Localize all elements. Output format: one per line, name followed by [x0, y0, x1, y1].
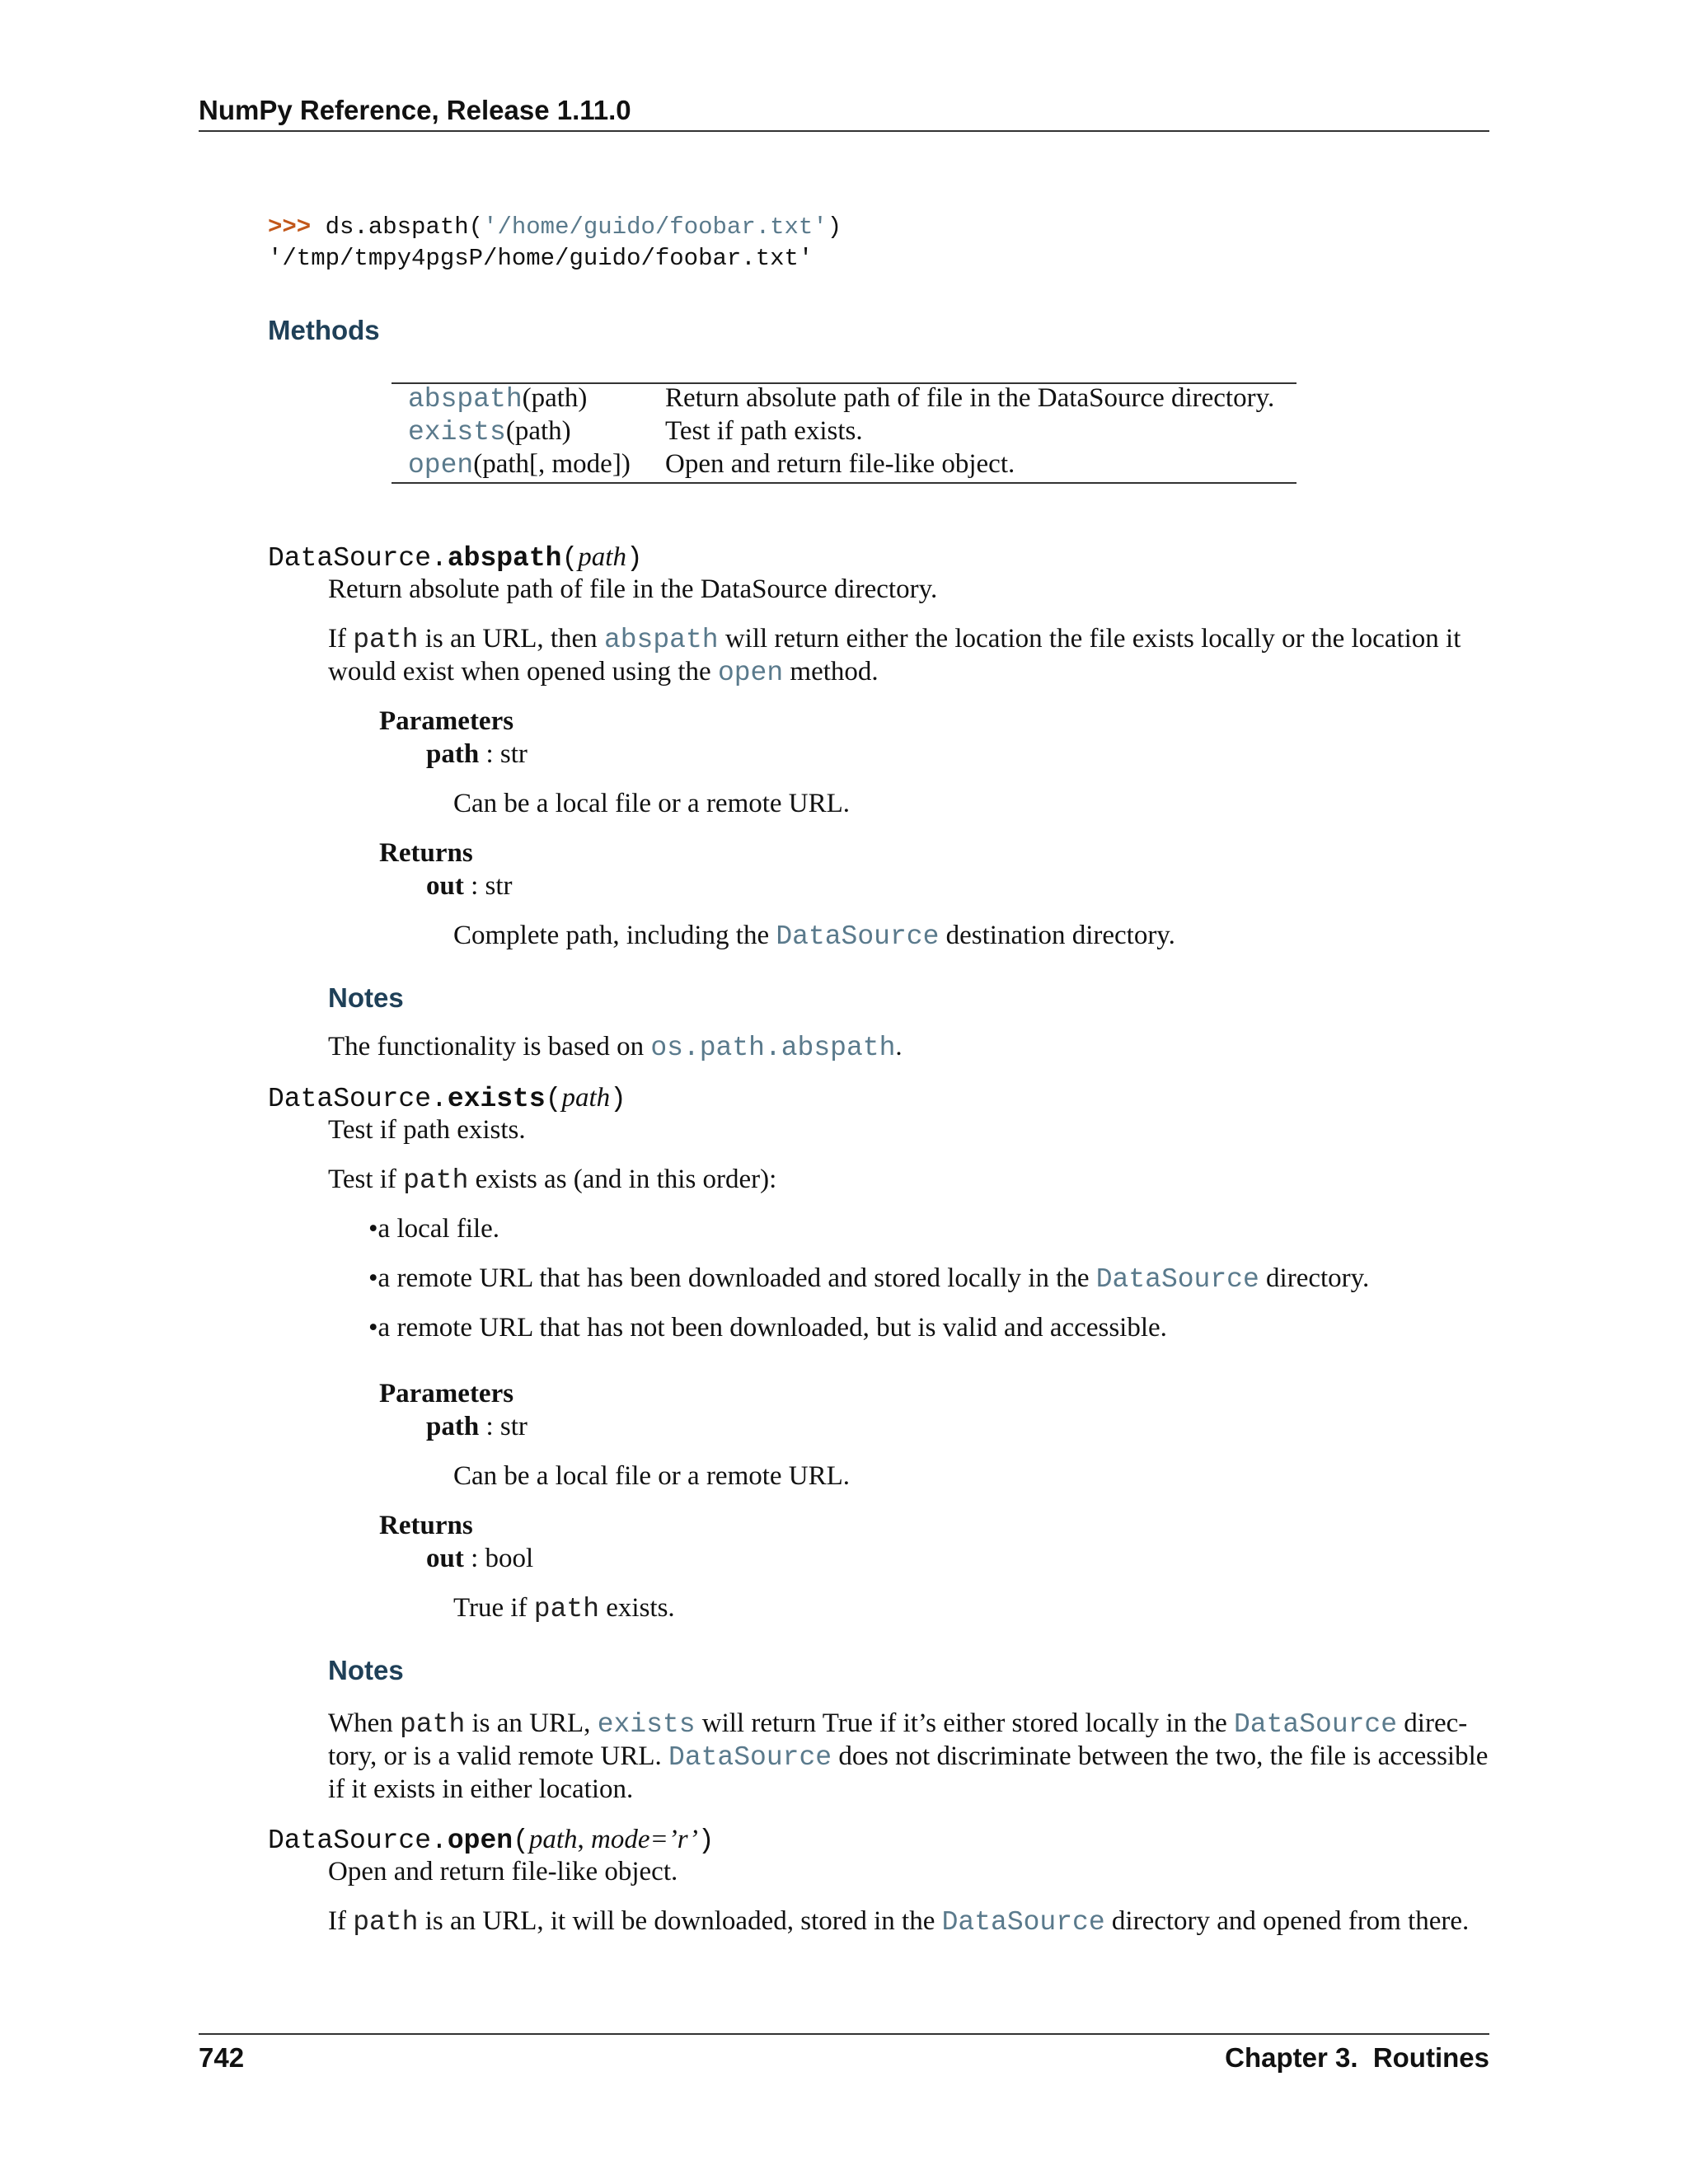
methods-table-row	[408, 416, 571, 448]
text: •a remote URL that has been downloaded and stored locally in the	[368, 1263, 1096, 1293]
exists-notes-heading: Notes	[328, 1655, 404, 1685]
exists-returns-label: Returns	[379, 1511, 473, 1540]
signature-paren: )	[626, 543, 643, 574]
text: does not discriminate between the two, the file is accessible	[832, 1741, 1489, 1771]
text: Test if	[328, 1165, 404, 1194]
exists-notes-line-3: if it exists in either location.	[328, 1774, 634, 1804]
abspath-return-desc	[453, 921, 1175, 952]
text: directory and opened from there.	[1104, 1906, 1470, 1936]
code-prompt: >>>	[268, 213, 312, 241]
chapter-label: Chapter 3. Routines	[1225, 2042, 1489, 2073]
signature-paren: (	[561, 543, 579, 574]
signature-separator: ,	[577, 1825, 592, 1854]
param-type: : str	[479, 1412, 528, 1441]
abspath-parameters-label: Parameters	[379, 706, 514, 736]
abspath-return-out	[426, 871, 513, 902]
exists-return-out	[426, 1544, 533, 1574]
code-call-prefix: ds.abspath(	[325, 213, 484, 241]
signature-class: DataSource.	[268, 1825, 448, 1856]
abspath-returns-label: Returns	[379, 838, 473, 868]
text: True if	[453, 1593, 534, 1623]
abspath-signature	[268, 542, 643, 574]
abspath-notes-text	[328, 1032, 903, 1063]
signature-paren: )	[697, 1825, 715, 1856]
signature-class: DataSource.	[268, 1084, 448, 1114]
signature-method-name: abspath	[447, 543, 562, 574]
exists-param-path	[426, 1412, 528, 1442]
method-args: (path)	[505, 416, 571, 446]
link-datasource[interactable]: DataSource	[1234, 1709, 1398, 1740]
param-name: path	[426, 739, 480, 769]
methods-table-bottom-rule	[392, 482, 1296, 484]
return-name: out	[426, 1544, 464, 1573]
open-signature	[268, 1825, 715, 1856]
abspath-notes-heading: Notes	[328, 982, 404, 1013]
text: directory.	[1259, 1263, 1370, 1293]
code-example-output: '/tmp/tmpy4pgsP/home/guido/foobar.txt'	[268, 245, 814, 272]
method-desc: Test if path exists.	[665, 416, 863, 446]
text: direc-	[1397, 1708, 1468, 1738]
exists-bullet-2	[368, 1263, 1369, 1295]
inline-code: path	[533, 1594, 600, 1624]
exists-signature	[268, 1083, 626, 1114]
signature-param: path	[561, 1083, 611, 1113]
exists-param-desc: Can be a local file or a remote URL.	[453, 1461, 851, 1491]
signature-param: mode=’r’	[591, 1825, 698, 1854]
header-rule	[199, 130, 1489, 132]
method-link-open[interactable]: open	[408, 450, 474, 480]
text: When	[328, 1708, 401, 1738]
abspath-description-line-2	[328, 657, 879, 688]
text: If	[328, 1906, 354, 1936]
signature-paren: (	[513, 1825, 529, 1856]
text: .	[895, 1032, 903, 1062]
link-exists[interactable]: exists	[597, 1709, 696, 1740]
text: will return True if it’s either stored locally in the	[695, 1708, 1234, 1738]
signature-paren: )	[610, 1084, 626, 1114]
exists-bullet-1: •a local file.	[368, 1214, 500, 1244]
code-example-line-1	[268, 213, 842, 241]
exists-notes-line-1	[328, 1708, 1467, 1740]
method-args: (path[, mode])	[473, 449, 631, 479]
method-link-exists[interactable]: exists	[408, 417, 506, 448]
signature-paren: (	[545, 1084, 562, 1114]
link-open[interactable]: open	[717, 658, 784, 688]
link-datasource[interactable]: DataSource	[668, 1742, 832, 1773]
text: tory, or is a valid remote URL.	[328, 1741, 669, 1771]
link-os-path-abspath[interactable]: os.path.abspath	[650, 1033, 896, 1063]
signature-param: path	[578, 542, 626, 572]
param-name: path	[426, 1412, 480, 1441]
signature-class: DataSource.	[268, 543, 448, 574]
exists-bullet-3: •a remote URL that has not been downloaded, but is valid and accessible.	[368, 1313, 1167, 1343]
return-type: : bool	[463, 1544, 534, 1573]
link-abspath[interactable]: abspath	[603, 625, 719, 655]
exists-notes-line-2	[328, 1741, 1488, 1773]
methods-table-row	[408, 449, 631, 480]
signature-method-name: open	[447, 1825, 513, 1856]
exists-parameters-label: Parameters	[379, 1379, 514, 1408]
methods-table-row	[408, 383, 587, 415]
param-type: : str	[479, 739, 528, 769]
method-args: (path)	[522, 383, 588, 413]
inline-code: path	[353, 1907, 419, 1938]
text: destination directory.	[939, 921, 1175, 950]
text: is an URL, then	[418, 624, 604, 654]
abspath-param-desc: Can be a local file or a remote URL.	[453, 789, 851, 818]
code-call-suffix: )	[827, 213, 842, 241]
signature-method-name: exists	[447, 1084, 546, 1114]
abspath-summary: Return absolute path of file in the DataSource directory.	[328, 574, 938, 604]
open-summary: Open and return file-like object.	[328, 1857, 678, 1886]
return-name: out	[426, 871, 464, 901]
text: method.	[783, 657, 879, 687]
signature-param: path	[528, 1825, 578, 1854]
open-description	[328, 1906, 1469, 1938]
abspath-param-path	[426, 739, 528, 770]
text: If	[328, 624, 354, 654]
page-number: 742	[199, 2042, 245, 2073]
code-string-arg: '/home/guido/foobar.txt'	[483, 213, 828, 241]
text: is an URL, it will be downloaded, stored in the	[418, 1906, 942, 1936]
link-datasource[interactable]: DataSource	[941, 1907, 1105, 1938]
inline-code: path	[353, 625, 419, 655]
inline-code: path	[400, 1709, 466, 1740]
method-link-abspath[interactable]: abspath	[408, 384, 523, 415]
footer-rule	[199, 2033, 1489, 2035]
text: exists.	[599, 1593, 675, 1623]
exists-summary: Test if path exists.	[328, 1115, 526, 1145]
text: Complete path, including the	[453, 921, 776, 950]
return-type: : str	[463, 871, 513, 901]
inline-code: path	[403, 1165, 469, 1196]
exists-description	[328, 1165, 776, 1196]
text: The functionality is based on	[328, 1032, 651, 1062]
method-desc: Open and return file-like object.	[665, 449, 1015, 479]
exists-return-desc	[453, 1593, 675, 1624]
text: will return either the location the file exists locally or the location it	[718, 624, 1461, 654]
text: would exist when opened using the	[328, 657, 718, 687]
link-datasource[interactable]: DataSource	[1095, 1264, 1259, 1295]
page-header-title: NumPy Reference, Release 1.11.0	[199, 95, 631, 125]
method-desc: Return absolute path of file in the DataSource directory.	[665, 383, 1275, 413]
link-datasource[interactable]: DataSource	[776, 921, 940, 952]
methods-heading: Methods	[268, 315, 380, 345]
text: exists as (and in this order):	[468, 1165, 777, 1194]
text: is an URL,	[465, 1708, 598, 1738]
abspath-description-line-1	[328, 624, 1461, 655]
